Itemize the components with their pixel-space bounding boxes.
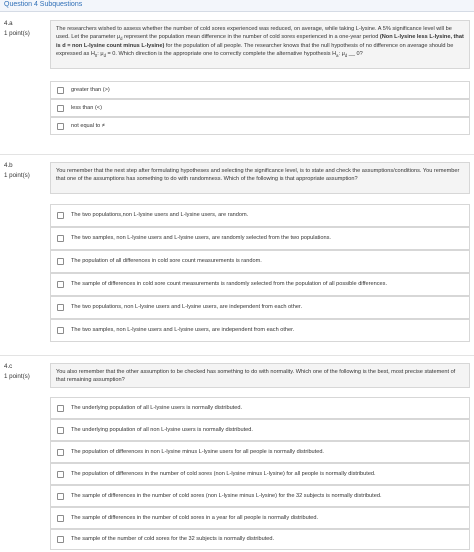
- question-4b-meta: [4, 162, 46, 181]
- checkbox[interactable]: [57, 281, 64, 288]
- option-not-equal[interactable]: not equal to ≠: [50, 117, 470, 135]
- checkbox[interactable]: [57, 471, 64, 478]
- question-4b-prompt: [50, 162, 470, 194]
- checkbox[interactable]: [57, 105, 64, 112]
- question-points: 1 point(s): [4, 372, 30, 380]
- option-less-than[interactable]: less than (<): [50, 99, 470, 117]
- checkbox[interactable]: [57, 405, 64, 412]
- option-population-differences-random[interactable]: The population of all differences in cold sore count measurements is random.: [50, 250, 470, 273]
- option-populations-independent[interactable]: The two populations, non L-lysine users and L-lysine users, are independent from each other.: [50, 296, 470, 319]
- option-populations-random[interactable]: The two populations,non L-lysine users and L-lysine users, are random.: [50, 204, 470, 227]
- question-number: 4.a: [4, 20, 13, 27]
- divider: [0, 154, 474, 155]
- option-samples-randomly-selected[interactable]: The two samples, non L-lysine users and L-lysine users, are randomly selected from the two populations.: [50, 227, 470, 250]
- divider: [0, 355, 474, 356]
- checkbox[interactable]: [57, 87, 64, 94]
- prompt-text: You remember that the next step after formulating hypotheses and selecting the significance level, is to state and check the assumptions/conditions. You remember that one of the assumptions has something to do with randomness. Which of the following is that appropriate assumption?: [56, 168, 460, 183]
- checkbox[interactable]: [57, 258, 64, 265]
- question-4a-meta: [4, 20, 46, 39]
- option-sample-32-subjects-normal[interactable]: The sample of the number of cold sores for the 32 subjects is normally distributed.: [50, 529, 470, 550]
- question-4c-meta: [4, 363, 46, 382]
- question-4c-prompt: [50, 363, 470, 388]
- option-non-lysine-population-normal[interactable]: The underlying population of all non L-lysine users is normally distributed.: [50, 419, 470, 441]
- question-points: 1 point(s): [4, 171, 30, 179]
- subquestions-header: [0, 0, 474, 12]
- option-population-differences-users-normal[interactable]: The population of differences in non L-lysine minus L-lysine users for all people is normally distributed.: [50, 441, 470, 463]
- question-number: 4.b: [4, 162, 13, 169]
- option-sample-differences-all-people-normal[interactable]: The sample of differences in the number of cold sores in a year for all people is normally distributed.: [50, 507, 470, 529]
- checkbox[interactable]: [57, 536, 64, 543]
- checkbox[interactable]: [57, 427, 64, 434]
- option-greater-than[interactable]: greater than (>): [50, 81, 470, 99]
- checkbox[interactable]: [57, 327, 64, 334]
- checkbox[interactable]: [57, 212, 64, 219]
- checkbox[interactable]: [57, 449, 64, 456]
- checkbox[interactable]: [57, 493, 64, 500]
- option-samples-independent[interactable]: The two samples, non L-lysine users and L-lysine users, are independent from each other.: [50, 319, 470, 342]
- header-title: Question 4 Subquestions: [4, 1, 83, 9]
- option-sample-differences-random[interactable]: The sample of differences in cold sore count measurements is randomly selected from the population of all possible differences.: [50, 273, 470, 296]
- checkbox[interactable]: [57, 123, 64, 130]
- option-sample-differences-32-normal[interactable]: The sample of differences in the number of cold sores (non L-lysine minus L-lysine) for the 32 subjects is normally distributed.: [50, 485, 470, 507]
- option-lysine-population-normal[interactable]: The underlying population of all L-lysine users is normally distributed.: [50, 397, 470, 419]
- option-population-differences-cold-sores-normal[interactable]: The population of differences in the number of cold sores (non L-lysine minus L-lysine) for all people is normally distributed.: [50, 463, 470, 485]
- question-points: 1 point(s): [4, 29, 30, 37]
- prompt-text: The researchers wished to assess whether the number of cold sores experienced was reduced, on average, while taking L-lysine. A 5% significance level will be used. Let the parameter $\mu_d$ represent the population mean difference in the number of cold sores experienced in a one-year period (Non L-lysine less L-lysine, that is d = non L-lysine count minus L-lysine) for the population of all people. The researcher knows that the null hypothesis of no difference on average should be expressed as $H_0$: $\mu_d = 0$. Which direction is the appropriate one to correctly complete the alternative hypothesis $H_a$: $\mu_d$ __ 0?: [56, 26, 464, 59]
- checkbox[interactable]: [57, 515, 64, 522]
- question-number: 4.c: [4, 363, 13, 370]
- checkbox[interactable]: [57, 304, 64, 311]
- prompt-text: You also remember that the other assumption to be checked has something to do with normality. Which one of the following is the best, most precise statement of that remaining assumption?: [56, 369, 456, 384]
- checkbox[interactable]: [57, 235, 64, 242]
- question-4a-prompt: [50, 20, 470, 69]
